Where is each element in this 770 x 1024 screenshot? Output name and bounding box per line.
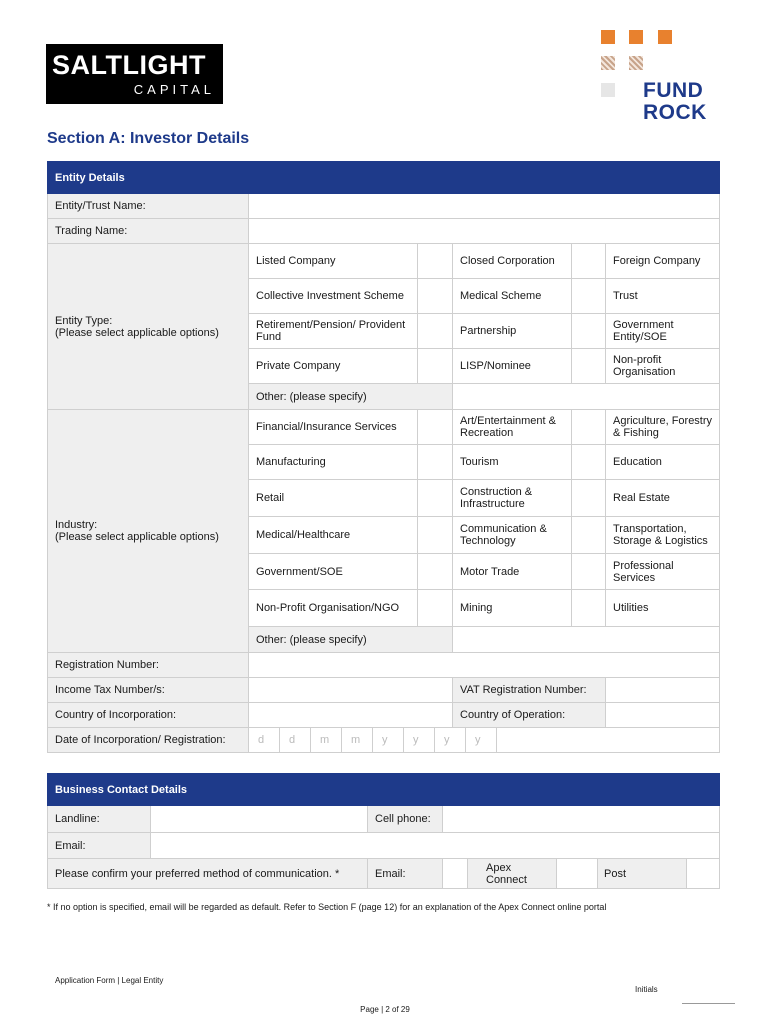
entity-type-label — [48, 244, 249, 410]
footer-form-name: Application Form | Legal Entity — [55, 976, 164, 985]
entity-other-label: Other: (please specify) — [249, 384, 453, 410]
entity-option: Medical Scheme — [453, 279, 572, 314]
industry-checkbox[interactable] — [418, 410, 453, 445]
comm-apex-option: Apex Connect — [468, 859, 557, 889]
entity-details-header: Entity Details — [48, 162, 720, 194]
entity-checkbox[interactable] — [572, 279, 606, 314]
industry-option: Agriculture, Forestry & Fishing — [606, 410, 720, 445]
industry-option: Transportation, Storage & Logistics — [606, 517, 720, 554]
industry-option: Retail — [249, 480, 418, 517]
industry-option: Art/Entertainment & Recreation — [453, 410, 572, 445]
entity-option: Private Company — [249, 349, 418, 384]
industry-option: Professional Services — [606, 554, 720, 590]
industry-option: Financial/Insurance Services — [249, 410, 418, 445]
trading-name-label: Trading Name: — [48, 219, 249, 244]
industry-other-field[interactable] — [453, 627, 720, 653]
industry-option: Medical/Healthcare — [249, 517, 418, 554]
comm-email-option: Email: — [368, 859, 443, 889]
industry-option: Motor Trade — [453, 554, 572, 590]
industry-checkbox[interactable] — [572, 517, 606, 554]
entity-other-field[interactable] — [453, 384, 720, 410]
industry-label — [48, 410, 249, 653]
contact-details-table — [47, 773, 720, 889]
industry-option: Government/SOE — [249, 554, 418, 590]
footer-initials-label: Initials — [635, 985, 658, 994]
industry-option: Manufacturing — [249, 445, 418, 480]
industry-checkbox[interactable] — [418, 590, 453, 627]
comm-post-cell — [598, 859, 720, 889]
industry-option: Construction & Infrastructure — [453, 480, 572, 517]
entity-option: Collective Investment Scheme — [249, 279, 418, 314]
vat-field[interactable] — [606, 678, 720, 703]
country-inc-label: Country of Incorporation: — [48, 703, 249, 728]
industry-other-label: Other: (please specify) — [249, 627, 453, 653]
date-field[interactable] — [249, 728, 720, 753]
industry-option: Education — [606, 445, 720, 480]
income-tax-label: Income Tax Number/s: — [48, 678, 249, 703]
entity-option: Listed Company — [249, 244, 418, 279]
fundrock-logo — [643, 80, 707, 124]
country-op-field[interactable] — [606, 703, 720, 728]
initials-line[interactable] — [682, 1003, 735, 1004]
logo-left-line1: SALTLIGHT — [52, 50, 206, 80]
entity-option: Partnership — [453, 314, 572, 349]
date-digit[interactable]: y — [466, 728, 497, 752]
entity-checkbox[interactable] — [572, 244, 606, 279]
registration-field[interactable] — [249, 653, 720, 678]
entity-option: Foreign Company — [606, 244, 720, 279]
industry-checkbox[interactable] — [572, 410, 606, 445]
entity-option: Retirement/Pension/ Provident Fund — [249, 314, 418, 349]
industry-option: Utilities — [606, 590, 720, 627]
entity-checkbox[interactable] — [418, 279, 453, 314]
entity-option: Closed Corporation — [453, 244, 572, 279]
entity-option: Trust — [606, 279, 720, 314]
logo-left-line2: CAPITAL — [133, 82, 215, 97]
entity-details-table — [47, 161, 720, 753]
email-field[interactable] — [151, 833, 720, 859]
entity-checkbox[interactable] — [572, 314, 606, 349]
comm-post-checkbox[interactable] — [686, 859, 719, 888]
entity-option: LISP/Nominee — [453, 349, 572, 384]
date-digit[interactable]: d — [280, 728, 311, 752]
entity-checkbox[interactable] — [418, 349, 453, 384]
trust-name-field[interactable] — [249, 194, 720, 219]
industry-title: Industry: — [55, 519, 98, 531]
industry-checkbox[interactable] — [418, 554, 453, 590]
industry-option: Non-Profit Organisation/NGO — [249, 590, 418, 627]
date-digit[interactable]: y — [435, 728, 466, 752]
date-digit[interactable]: y — [404, 728, 435, 752]
section-title: Section A: Investor Details — [47, 130, 250, 147]
entity-checkbox[interactable] — [572, 349, 606, 384]
industry-option: Communication & Technology — [453, 517, 572, 554]
logo-right-line2: ROCK — [643, 101, 707, 124]
cell-label: Cell phone: — [368, 806, 443, 833]
industry-option: Real Estate — [606, 480, 720, 517]
entity-option: Non-profit Organisation — [606, 349, 720, 384]
industry-sub: (Please select applicable options) — [55, 531, 219, 543]
trading-name-field[interactable] — [249, 219, 720, 244]
logo-right-line1: FUND — [643, 79, 704, 102]
date-digit[interactable]: m — [342, 728, 373, 752]
entity-checkbox[interactable] — [418, 244, 453, 279]
registration-label: Registration Number: — [48, 653, 249, 678]
country-inc-field[interactable] — [249, 703, 453, 728]
email-label: Email: — [48, 833, 151, 859]
date-digit[interactable]: m — [311, 728, 342, 752]
industry-checkbox[interactable] — [418, 480, 453, 517]
contact-details-header: Business Contact Details — [48, 774, 720, 806]
date-label: Date of Incorporation/ Registration: — [48, 728, 249, 753]
industry-checkbox[interactable] — [418, 445, 453, 480]
cell-field[interactable] — [443, 806, 720, 833]
industry-checkbox[interactable] — [572, 590, 606, 627]
industry-checkbox[interactable] — [572, 554, 606, 590]
entity-checkbox[interactable] — [418, 314, 453, 349]
trust-name-label: Entity/Trust Name: — [48, 194, 249, 219]
entity-type-title: Entity Type: — [55, 314, 113, 327]
industry-option: Tourism — [453, 445, 572, 480]
income-tax-field[interactable] — [249, 678, 453, 703]
saltlight-logo — [46, 44, 223, 104]
industry-checkbox[interactable] — [572, 480, 606, 517]
entity-option: Government Entity/SOE — [606, 314, 720, 349]
vat-label: VAT Registration Number: — [453, 678, 606, 703]
date-digit[interactable]: d — [249, 728, 280, 752]
industry-checkbox[interactable] — [418, 517, 453, 554]
date-digit[interactable]: y — [373, 728, 404, 752]
default-note: * If no option is specified, email will be regarded as default. Refer to Section F (page 12) for an explanation of the Apex Connect online portal — [47, 902, 607, 912]
landline-field[interactable] — [151, 806, 368, 833]
industry-checkbox[interactable] — [572, 445, 606, 480]
comm-apex-checkbox[interactable] — [557, 859, 598, 889]
footer-page-number: Page | 2 of 29 — [360, 1005, 410, 1014]
industry-option: Mining — [453, 590, 572, 627]
entity-type-sub: (Please select applicable options) — [55, 326, 219, 339]
comm-email-checkbox[interactable] — [443, 859, 468, 889]
country-op-label: Country of Operation: — [453, 703, 606, 728]
landline-label: Landline: — [48, 806, 151, 833]
comm-method-label: Please confirm your preferred method of communication. * — [48, 859, 368, 889]
comm-post-option: Post — [604, 867, 627, 880]
